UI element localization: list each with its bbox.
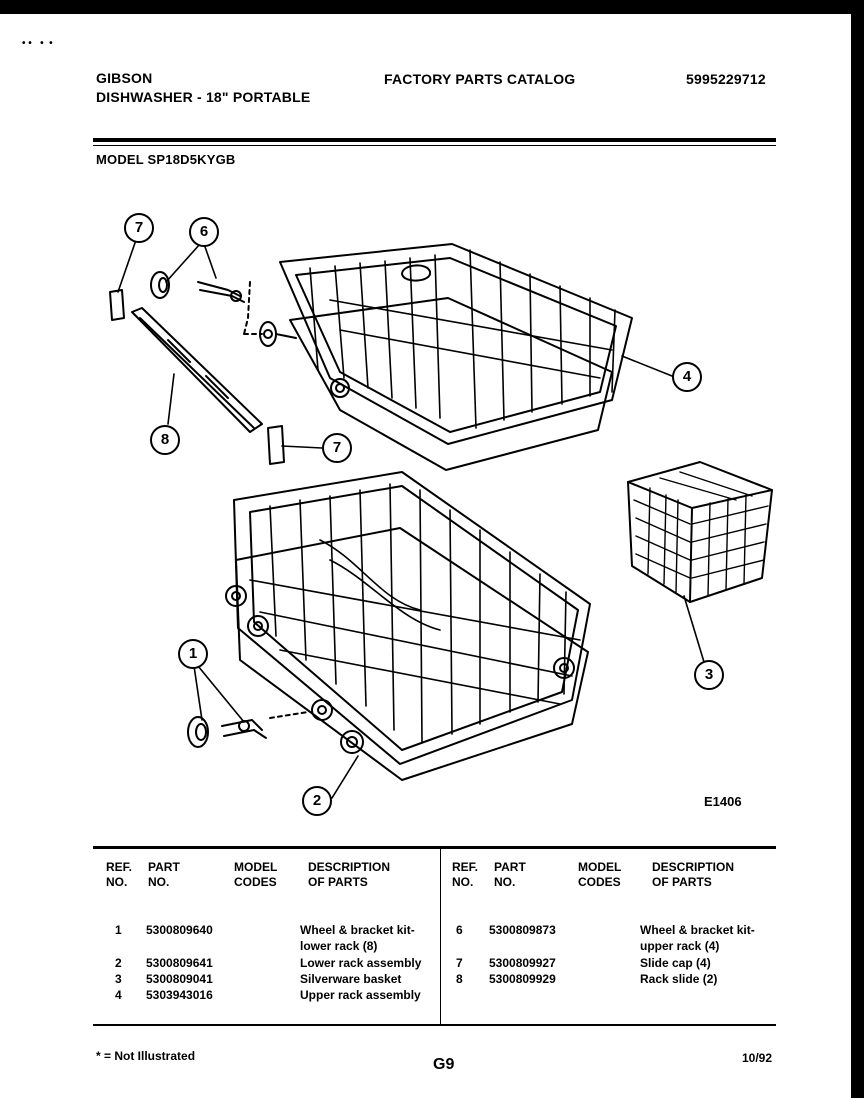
upper-wheel-kit-drawing xyxy=(151,272,296,346)
table-row-ref: 4 xyxy=(115,988,122,1002)
header-codes-left: MODEL CODES xyxy=(234,860,278,889)
scan-specks: • • • • xyxy=(22,38,53,49)
table-row-desc: Silverware basket xyxy=(300,972,402,986)
product-name: DISHWASHER - 18" PORTABLE xyxy=(96,89,311,105)
header-ref-right: REF. NO. xyxy=(452,860,479,889)
table-row-ref: 3 xyxy=(115,972,122,986)
page-border-right xyxy=(851,0,864,1098)
table-row-desc: Wheel & bracket kit- xyxy=(300,923,415,937)
table-row-part: 5300809927 xyxy=(489,956,556,970)
table-row-part: 5300809641 xyxy=(146,956,213,970)
catalog-number: 5995229712 xyxy=(686,71,766,87)
rack-slide-drawing xyxy=(132,308,262,432)
table-row-desc: Wheel & bracket kit- xyxy=(640,923,755,937)
callout-6: 6 xyxy=(189,217,219,247)
not-illustrated-note: * = Not Illustrated xyxy=(96,1049,196,1063)
callout-8: 8 xyxy=(150,425,180,455)
callout-2: 2 xyxy=(302,786,332,816)
header-ref-left: REF. NO. xyxy=(106,860,133,889)
header-codes-right: MODEL CODES xyxy=(578,860,622,889)
header-part-right: PART NO. xyxy=(494,860,526,889)
slide-cap-drawing xyxy=(110,290,284,464)
table-row-desc: Lower rack assembly xyxy=(300,956,422,970)
catalog-title: FACTORY PARTS CATALOG xyxy=(384,71,576,87)
lower-rack-drawing xyxy=(226,472,590,780)
table-row-part: 5300809041 xyxy=(146,972,213,986)
table-row-part: 5303943016 xyxy=(146,988,213,1002)
header-desc-right: DESCRIPTION OF PARTS xyxy=(652,860,735,889)
leader-lines xyxy=(118,240,704,798)
table-row-ref: 8 xyxy=(456,972,463,986)
table-row-desc: upper rack (4) xyxy=(640,939,720,953)
silverware-basket-drawing xyxy=(628,462,772,602)
table-top-rule xyxy=(93,846,776,849)
lower-wheel-kit-drawing xyxy=(188,712,308,747)
page-border-top xyxy=(0,0,864,14)
header-desc-left: DESCRIPTION OF PARTS xyxy=(308,860,391,889)
figure-id: E1406 xyxy=(704,794,742,809)
header-part-left: PART NO. xyxy=(148,860,180,889)
header-rule-thin xyxy=(93,145,776,146)
model-label: MODEL SP18D5KYGB xyxy=(96,152,236,167)
table-row-part: 5300809640 xyxy=(146,923,213,937)
table-bottom-rule xyxy=(93,1024,776,1026)
table-row-ref: 6 xyxy=(456,923,463,937)
callout-7-bottom: 7 xyxy=(322,433,352,463)
table-row-ref: 2 xyxy=(115,956,122,970)
page-number: G9 xyxy=(433,1056,455,1073)
table-row-ref: 7 xyxy=(456,956,463,970)
callout-4: 4 xyxy=(672,362,702,392)
table-row-desc: lower rack (8) xyxy=(300,939,378,953)
table-row-ref: 1 xyxy=(115,923,122,937)
callout-3: 3 xyxy=(694,660,724,690)
table-row-part: 5300809929 xyxy=(489,972,556,986)
table-row-part: 5300809873 xyxy=(489,923,556,937)
table-divider xyxy=(440,849,441,1024)
brand-name: GIBSON xyxy=(96,70,153,86)
table-row-desc: Upper rack assembly xyxy=(300,988,421,1002)
table-row-desc: Rack slide (2) xyxy=(640,972,718,986)
table-row-desc: Slide cap (4) xyxy=(640,956,711,970)
callout-7-top: 7 xyxy=(124,213,154,243)
callout-1: 1 xyxy=(178,639,208,669)
header-rule xyxy=(93,138,776,142)
catalog-date: 10/92 xyxy=(742,1051,773,1065)
